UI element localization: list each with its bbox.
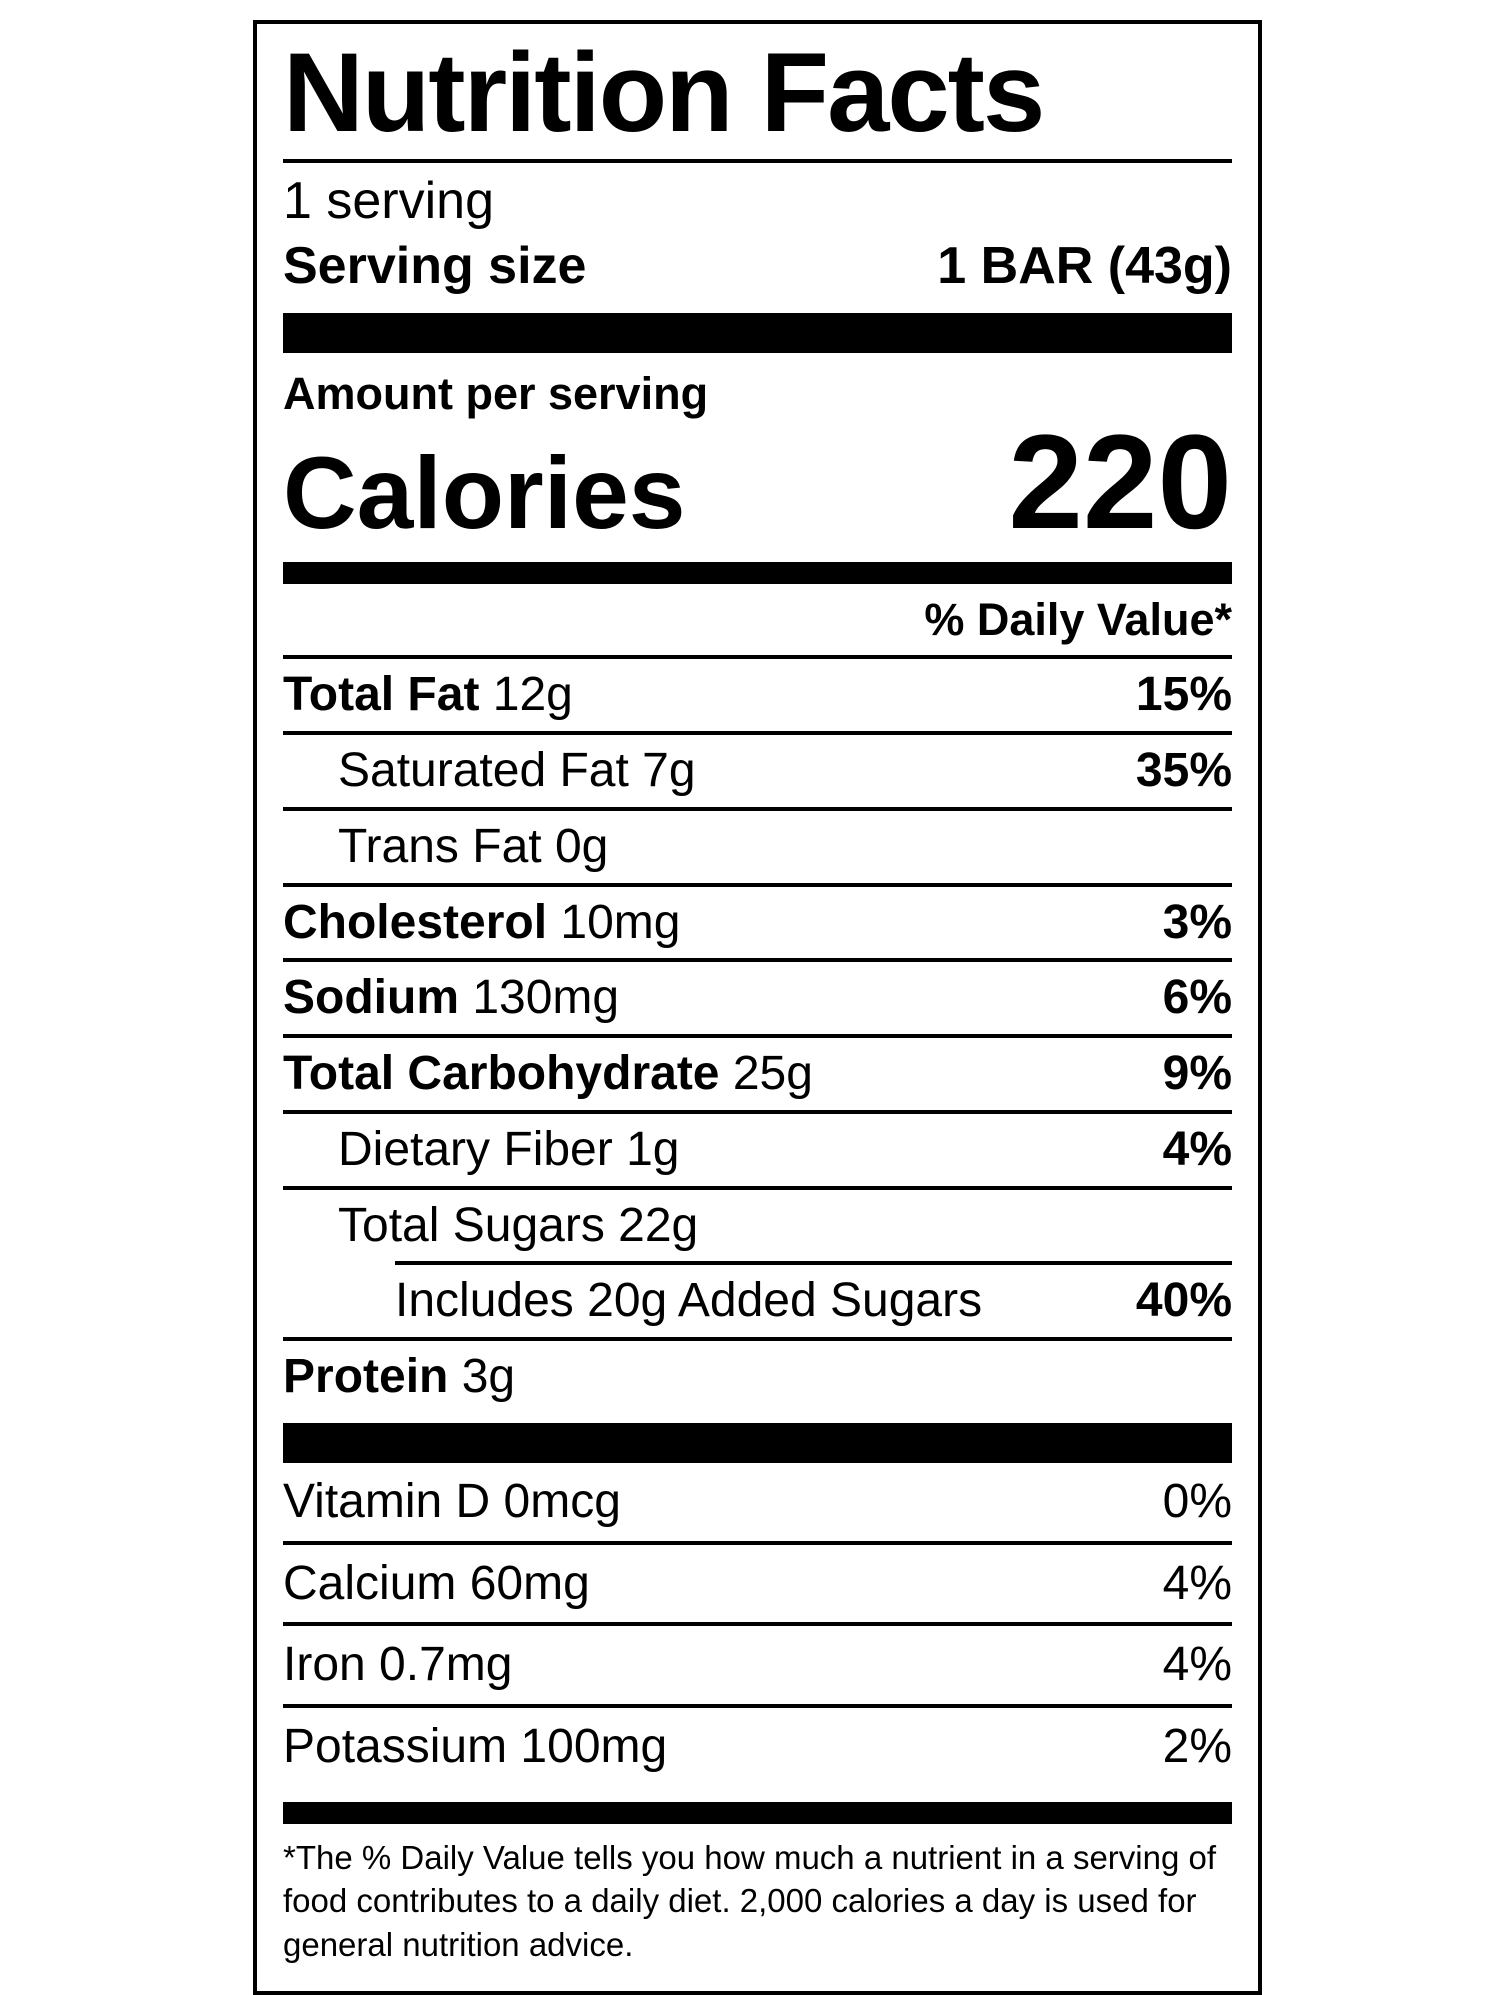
thick-divider-bar-top bbox=[283, 313, 1232, 353]
calories-value: 220 bbox=[1008, 407, 1232, 557]
nutrient-name-amount bbox=[338, 1123, 679, 1177]
nutrient-name: Sodium bbox=[283, 971, 459, 1025]
nutrient-name-amount bbox=[395, 1274, 982, 1328]
label-title: Nutrition Facts bbox=[283, 30, 1044, 155]
nutrient-row bbox=[283, 887, 1232, 959]
nutrient-amount: 22g bbox=[604, 1198, 699, 1252]
nutrient-name-amount bbox=[283, 1557, 590, 1611]
nutrient-name: Vitamin D bbox=[283, 1474, 491, 1528]
nutrient-name: Total Carbohydrate bbox=[283, 1047, 720, 1101]
daily-value-percent: 15% bbox=[1135, 668, 1232, 722]
daily-value-percent: 2% bbox=[1162, 1720, 1232, 1774]
serving-size-label: Serving size bbox=[283, 236, 587, 295]
nutrient-name-amount bbox=[338, 820, 608, 874]
micronutrient-table bbox=[283, 1463, 1232, 1786]
nutrient-name-amount bbox=[338, 1199, 698, 1253]
daily-value-percent: 4% bbox=[1162, 1638, 1232, 1692]
servings-per-container: 1 serving bbox=[283, 171, 494, 230]
daily-value-percent: 3% bbox=[1162, 895, 1232, 949]
nutrient-amount: 1g bbox=[612, 1122, 680, 1176]
nutrient-name: Total Fat bbox=[283, 668, 480, 722]
daily-value-percent: 4% bbox=[1162, 1556, 1232, 1610]
nutrient-name-amount bbox=[283, 1475, 621, 1529]
nutrient-name: Trans Fat bbox=[338, 819, 542, 873]
thick-divider-bar-protein bbox=[283, 1423, 1232, 1463]
nutrient-table bbox=[283, 659, 1232, 1413]
nutrient-amount: 100mg bbox=[507, 1720, 668, 1774]
nutrition-facts-label bbox=[253, 20, 1262, 1995]
nutrient-row bbox=[283, 962, 1232, 1034]
nutrient-row bbox=[283, 659, 1232, 731]
nutrient-row bbox=[283, 1114, 1232, 1186]
daily-value-percent: 0% bbox=[1162, 1474, 1232, 1528]
nutrient-amount: 60mg bbox=[456, 1556, 590, 1610]
nutrient-name: Calcium bbox=[283, 1556, 457, 1610]
daily-value-header: % Daily Value* bbox=[924, 593, 1232, 645]
micronutrient-row bbox=[283, 1626, 1232, 1704]
serving-size-value: 1 BAR (43g) bbox=[937, 236, 1232, 295]
nutrient-amount: 0.7mg bbox=[365, 1638, 513, 1692]
nutrient-row bbox=[283, 735, 1232, 807]
nutrient-row bbox=[283, 811, 1232, 883]
micronutrient-row bbox=[283, 1708, 1232, 1786]
daily-value-percent: 6% bbox=[1162, 971, 1232, 1025]
calories-row bbox=[283, 407, 1232, 557]
nutrient-name: Total Sugars bbox=[338, 1198, 605, 1252]
nutrient-amount: 10mg bbox=[547, 895, 681, 949]
nutrient-row bbox=[283, 1265, 1232, 1337]
nutrient-name: Potassium bbox=[283, 1720, 508, 1774]
amount-per-serving-label: Amount per serving bbox=[283, 368, 709, 420]
nutrient-name-amount bbox=[283, 971, 619, 1025]
nutrient-name-amount bbox=[283, 1638, 512, 1692]
title-divider bbox=[283, 159, 1232, 163]
nutrient-name-amount bbox=[338, 744, 696, 798]
serving-size-row bbox=[283, 238, 1232, 295]
nutrient-row bbox=[283, 1190, 1232, 1262]
micronutrient-row bbox=[283, 1545, 1232, 1623]
nutrient-amount: 25g bbox=[719, 1047, 813, 1101]
daily-value-percent: 4% bbox=[1162, 1122, 1232, 1176]
nutrient-amount: 12g bbox=[479, 668, 573, 722]
nutrient-name: Cholesterol bbox=[283, 895, 548, 949]
nutrient-name: Includes 20g Added Sugars bbox=[395, 1274, 983, 1328]
nutrient-name-amount bbox=[283, 668, 573, 722]
nutrient-row bbox=[283, 1341, 1232, 1413]
nutrient-amount: 0g bbox=[541, 819, 609, 873]
nutrient-name: Dietary Fiber bbox=[338, 1122, 613, 1176]
footnote: *The % Daily Value tells you how much a nutrient in a serving of food contributes to a daily diet. 2,000 calories a day is used for general nutrition advice. bbox=[283, 1838, 1217, 1963]
nutrient-amount: 7g bbox=[628, 744, 696, 798]
daily-value-percent: 40% bbox=[1135, 1274, 1232, 1328]
nutrient-amount: 0mcg bbox=[490, 1474, 621, 1528]
nutrient-amount: 130mg bbox=[459, 971, 620, 1025]
nutrient-name-amount bbox=[283, 1720, 667, 1774]
nutrient-name-amount bbox=[283, 1047, 813, 1101]
nutrient-name: Iron bbox=[283, 1638, 366, 1692]
medium-divider-bar-calories bbox=[283, 562, 1232, 584]
calories-label: Calories bbox=[283, 435, 686, 550]
medium-divider-bar-bottom bbox=[283, 1802, 1232, 1824]
nutrient-name: Protein bbox=[283, 1350, 449, 1404]
daily-value-percent: 35% bbox=[1135, 744, 1232, 798]
daily-value-percent: 9% bbox=[1162, 1047, 1232, 1101]
nutrient-row bbox=[283, 1038, 1232, 1110]
nutrient-amount: 3g bbox=[448, 1350, 516, 1404]
nutrient-name-amount bbox=[283, 1350, 515, 1404]
micronutrient-row bbox=[283, 1463, 1232, 1541]
nutrient-name: Saturated Fat bbox=[338, 744, 629, 798]
nutrient-name-amount bbox=[283, 896, 680, 950]
